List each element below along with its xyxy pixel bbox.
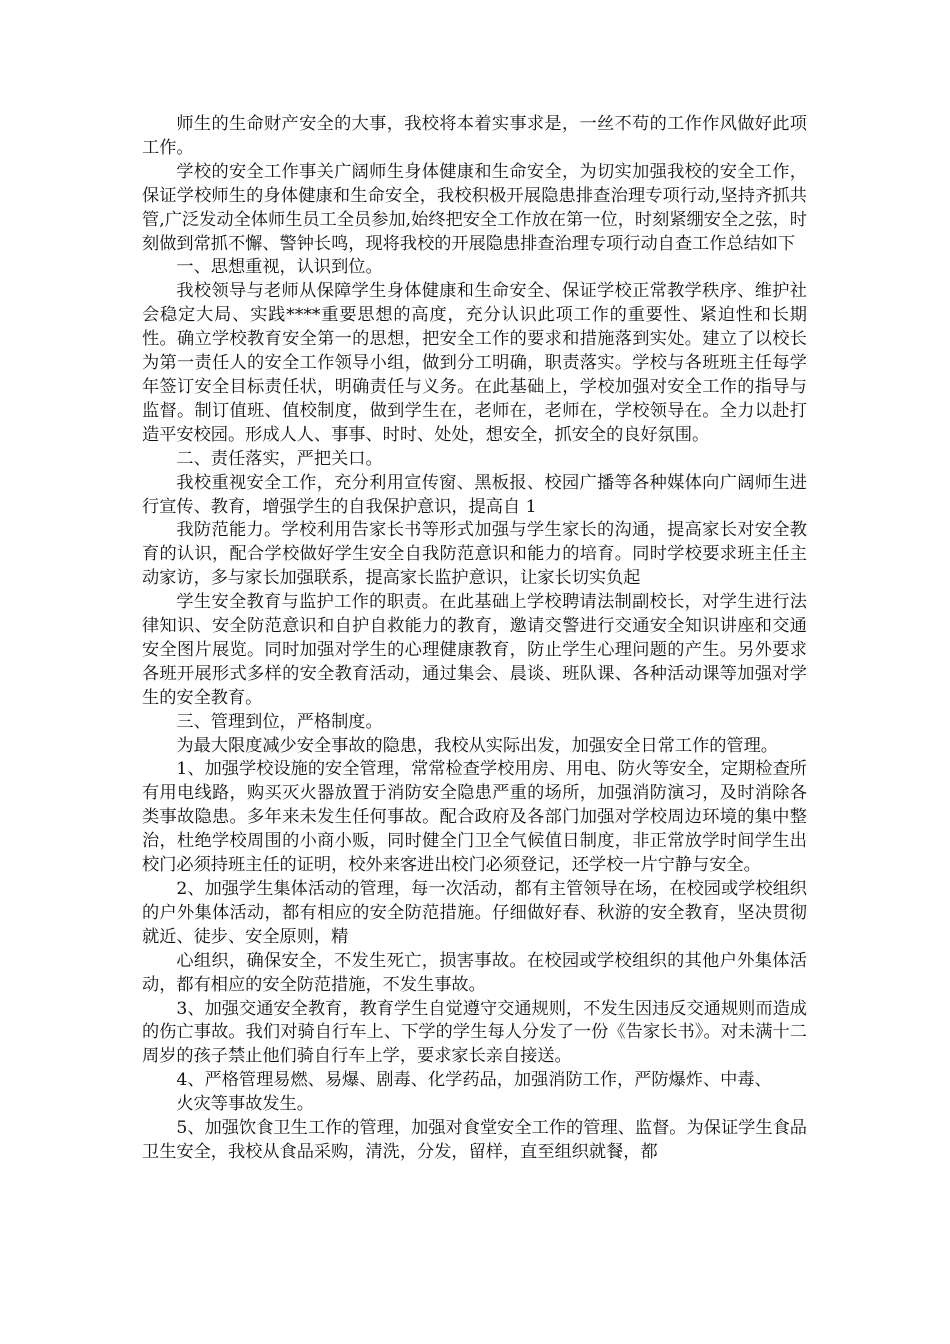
paragraph-section-1: 我校领导与老师从保障学生身体健康和生命安全、保证学校正常教学秩序、维护社会稳定大局、实践****重要思想的高度，充分认识此项工作的重要性、紧迫性和长期性。确立学校教育安全第一的思想，把安全工作的要求和措施落到实处。建立了以校长为第一责任人的安全工作领导小组，做到分工明确，职责落实。学校与各班班主任每学年签订安全目标责任状，明确责任与义务。在此基础上，学校加强对安全工作的指导与监督。制订值班、值校制度，做到学生在，老师在，老师在，学校领导在。全力以赴打造平安校园。形成人人、事事、时时、处处，想安全，抓安全的良好氛围。 [142, 281, 807, 445]
section-heading-1: 一、思想重视，认识到位。 [176, 257, 383, 278]
list-item-3: 3、加强交通安全教育，教育学生自觉遵守交通规则，不发生因违反交通规则而造成的伤亡事故。我们对骑自行车上、下学的学生每人分发了一份《告家长书》。对未满十二周岁的孩子禁止他们骑自行车上学，要求家长亲自接送。 [142, 998, 807, 1067]
section-heading-2: 二、责任落实，严把关口。 [176, 448, 383, 469]
document-body [142, 113, 807, 1165]
paragraph-section-2b: 我防范能力。学校利用告家长书等形式加强与学生家长的沟通，提高家长对安全教育的认识，配合学校做好学生安全自我防范意识和能力的培育。同时学校要求班主任主动家访，多与家长加强联系，提高家长监护意识，让家长切实负起 [142, 520, 807, 589]
paragraph-intro-continued: 师生的生命财产安全的大事，我校将本着实事求是，一丝不苟的工作作风做好此项工作。 [142, 114, 807, 158]
list-item-1: 1、加强学校设施的安全管理，常常检查学校用房、用电、防火等安全，定期检查所有用电线路，购买灭火器放置于消防安全隐患严重的场所，加强消防演习，及时消除各类事故隐患。多年来未发生任何事故。配合政府及各部门加强对学校周边环境的集中整治，杜绝学校周围的小商小贩，同时健全门卫全气候值日制度，非正常放学时间学生出校门必须持班主任的证明，校外来客进出校门必须登记，还学校一片宁静与安全。 [142, 759, 807, 876]
list-item-2: 2、加强学生集体活动的管理，每一次活动，都有主管领导在场，在校园或学校组织的户外集体活动，都有相应的安全防范措施。仔细做好春、秋游的安全教育，坚决贯彻就近、徒步、安全原则，精 [142, 879, 807, 947]
list-item-5: 5、加强饮食卫生工作的管理，加强对食堂安全工作的管理、监督。为保证学生食品卫生安全，我校从食品采购，清洗，分发，留样，直至组织就餐，都 [142, 1118, 807, 1162]
list-item-4: 4、严格管理易燃、易爆、剧毒、化学药品，加强消防工作，严防爆炸、中毒、 [176, 1070, 772, 1091]
paragraph-section-3-intro: 为最大限度减少安全事故的隐患，我校从实际出发，加强安全日常工作的管理。 [176, 735, 778, 756]
section-heading-3: 三、管理到位，严格制度。 [176, 711, 383, 732]
list-item-2-continued: 心组织，确保安全，不发生死亡，损害事故。在校园或学校组织的其他户外集体活动，都有相应的安全防范措施，不发生事故。 [142, 950, 807, 995]
list-item-4-continued: 火灾等事故发生。 [176, 1094, 314, 1115]
paragraph-section-2c: 学生安全教育与监护工作的职责。在此基础上学校聘请法制副校长，对学生进行法律知识、安全防范意识和自护自救能力的教育，邀请交警进行交通安全知识讲座和交通安全图片展览。同时加强对学生的心理健康教育，防止学生心理问题的产生。另外要求各班开展形式多样的安全教育活动，通过集会、晨谈、班队课、各种活动课等加强对学生的安全教育。 [142, 592, 807, 708]
paragraph-section-2a: 我校重视安全工作，充分利用宣传窗、黑板报、校园广播等各种媒体向广阔师生进行宣传、教育，增强学生的自我保护意识，提高自 1 [142, 472, 807, 517]
paragraph-overview: 学校的安全工作事关广阔师生身体健康和生命安全，为切实加强我校的安全工作，保证学校师生的身体健康和生命安全，我校积极开展隐患排查治理专项行动,坚持齐抓共管,广泛发动全体师生员工全员参加,始终把安全工作放在第一位，时刻紧绷安全之弦，时刻做到常抓不懈、警钟长鸣，现将我校的开展隐患排查治理专项行动自查工作总结如下 [142, 161, 807, 254]
